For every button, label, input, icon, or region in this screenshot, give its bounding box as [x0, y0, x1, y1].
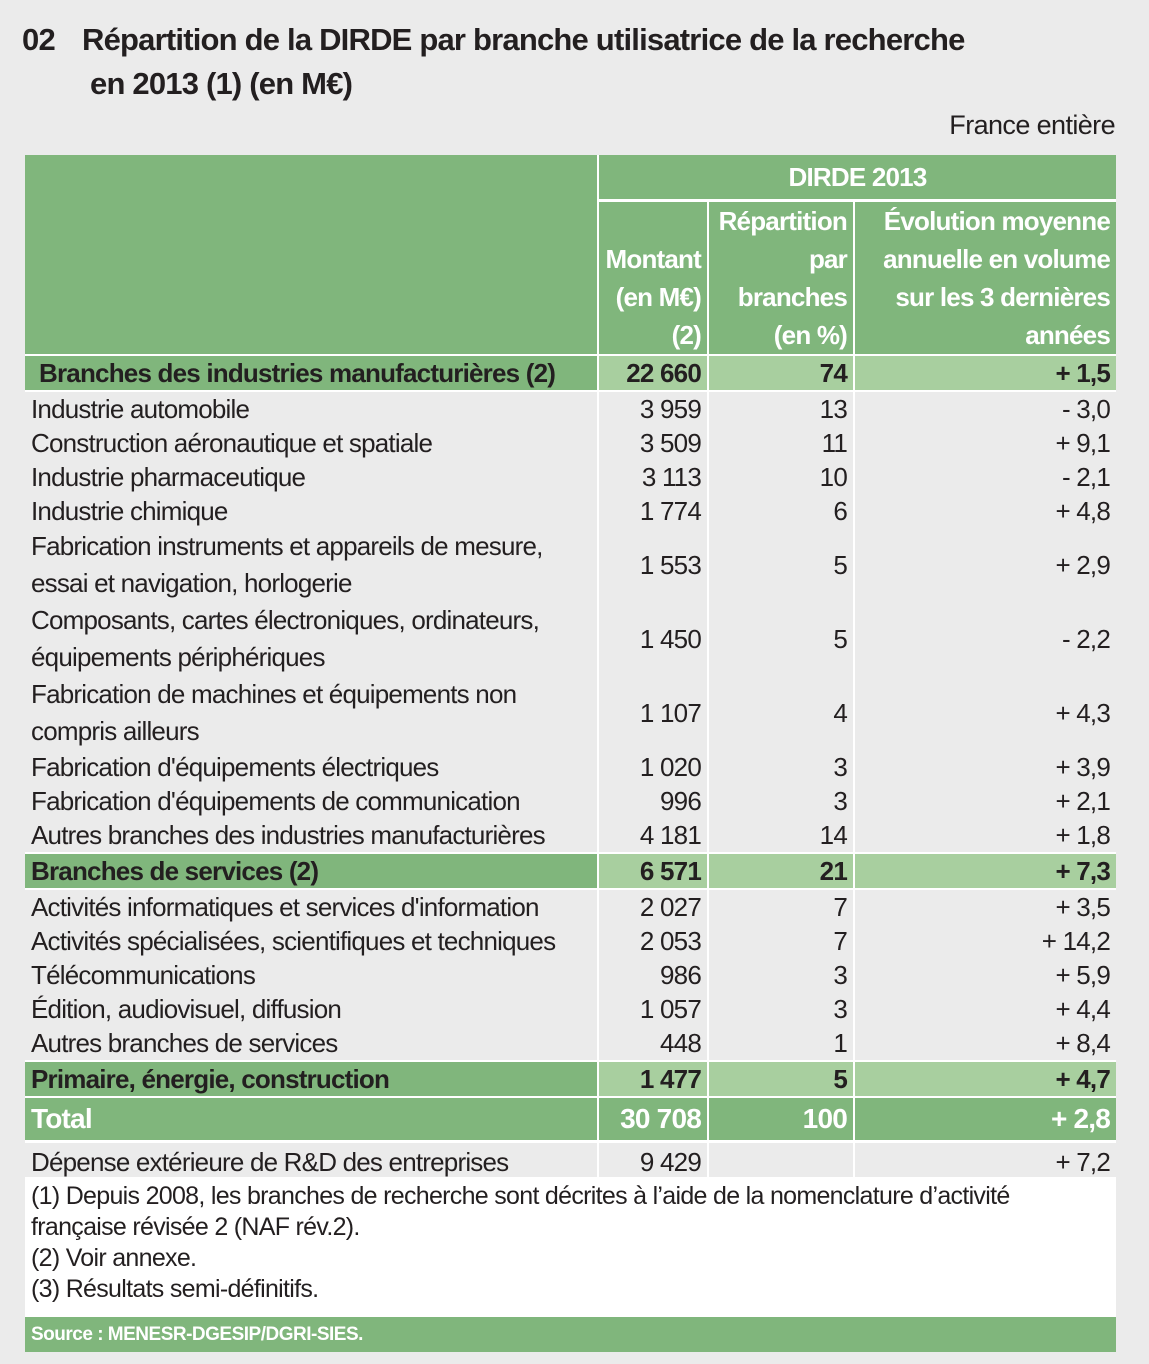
cell-evolution: + 1,8: [854, 818, 1116, 853]
header-evolution-line: années: [1025, 320, 1110, 350]
cell-repartition: 21: [708, 853, 854, 889]
row-label: Activités informatiques et services d'information: [25, 889, 598, 924]
row-label: Télécommunications: [25, 958, 598, 992]
header-empty: [25, 155, 598, 355]
cell-montant: 30 708: [598, 1097, 708, 1142]
cell-montant: 1 107: [598, 676, 708, 750]
subtotal-row: [25, 1061, 1116, 1097]
header-evolution-line: annuelle en volume: [883, 244, 1110, 274]
cell-montant: 3 113: [598, 460, 708, 494]
table-row: [25, 460, 1116, 494]
cell-evolution: + 2,9: [854, 528, 1116, 602]
cell-repartition: 10: [708, 460, 854, 494]
cell-evolution: + 4,7: [854, 1061, 1116, 1097]
cell-repartition: 74: [708, 355, 854, 391]
cell-evolution: - 2,2: [854, 602, 1116, 676]
cell-repartition: 11: [708, 426, 854, 460]
footnote: (1) Depuis 2008, les branches de recherche sont décrites à l’aide de la nomenclature d’activité française révisée 2 (NAF rév.2).: [31, 1182, 1010, 1241]
cell-evolution: + 1,5: [854, 355, 1116, 391]
cell-montant: 1 774: [598, 494, 708, 528]
cell-repartition: 1: [708, 1026, 854, 1061]
cell-evolution: + 4,4: [854, 992, 1116, 1026]
title-line-2: en 2013 (1) (en M€): [90, 66, 353, 101]
table-row: [25, 494, 1116, 528]
header-repartition-line: (en %): [773, 320, 847, 350]
table-number: 02: [22, 22, 55, 57]
cell-repartition: 13: [708, 391, 854, 426]
table-row: [25, 602, 1116, 676]
table-row: [25, 924, 1116, 958]
row-label: Activités spécialisées, scientifiques et techniques: [25, 924, 598, 958]
header-group: DIRDE 2013: [598, 155, 1116, 201]
cell-evolution: + 5,9: [854, 958, 1116, 992]
cell-evolution: + 4,8: [854, 494, 1116, 528]
cell-montant: 1 553: [598, 528, 708, 602]
header-repartition: [708, 201, 854, 356]
header-montant-line: (en M€): [615, 282, 701, 312]
cell-repartition: 4: [708, 676, 854, 750]
total-row: [25, 1097, 1116, 1142]
cell-evolution: + 2,8: [854, 1097, 1116, 1142]
cell-repartition: 6: [708, 494, 854, 528]
subtotal-row: [25, 355, 1116, 391]
table-row: [25, 750, 1116, 784]
cell-montant: 6 571: [598, 853, 708, 889]
cell-montant: 1 450: [598, 602, 708, 676]
cell-repartition: 5: [708, 528, 854, 602]
header-repartition-line: par: [808, 244, 847, 274]
cell-repartition: 7: [708, 924, 854, 958]
table-row: [25, 992, 1116, 1026]
cell-montant: 1 477: [598, 1061, 708, 1097]
row-label: Branches des industries manufacturières (2): [25, 355, 598, 391]
row-label: Fabrication d'équipements de communication: [25, 784, 598, 818]
row-label: Fabrication instruments et appareils de mesure, essai et navigation, horlogerie: [25, 528, 598, 602]
header-repartition-line: branches: [737, 282, 847, 312]
cell-montant: 1 057: [598, 992, 708, 1026]
header-evolution-line: sur les 3 dernières: [895, 282, 1110, 312]
header-montant-line: Montant: [605, 244, 701, 274]
dirde-table: [25, 155, 1116, 1181]
cell-montant: 3 959: [598, 391, 708, 426]
row-label: Branches de services (2): [25, 853, 598, 889]
header-montant-line: (2): [671, 320, 701, 350]
title-line-1: Répartition de la DIRDE par branche utilisatrice de la recherche: [82, 22, 965, 57]
row-label: Autres branches des industries manufacturières: [25, 818, 598, 853]
cell-repartition: 100: [708, 1097, 854, 1142]
cell-evolution: + 8,4: [854, 1026, 1116, 1061]
cell-evolution: + 9,1: [854, 426, 1116, 460]
table-row: [25, 889, 1116, 924]
table-row: [25, 958, 1116, 992]
cell-repartition: 3: [708, 750, 854, 784]
cell-repartition: 5: [708, 602, 854, 676]
table-row: [25, 1142, 1116, 1182]
cell-repartition: 7: [708, 889, 854, 924]
cell-montant: 2 027: [598, 889, 708, 924]
footnote: (2) Voir annexe.: [31, 1244, 197, 1272]
cell-montant: 4 181: [598, 818, 708, 853]
cell-repartition: [708, 1142, 854, 1182]
header-evolution: [854, 201, 1116, 356]
cell-evolution: + 4,3: [854, 676, 1116, 750]
table-row: [25, 1026, 1116, 1061]
header-evolution-line: Évolution moyenne: [883, 206, 1110, 236]
cell-montant: 3 509: [598, 426, 708, 460]
cell-repartition: 3: [708, 784, 854, 818]
row-label: Primaire, énergie, construction: [25, 1061, 598, 1097]
cell-repartition: 5: [708, 1061, 854, 1097]
row-label: Construction aéronautique et spatiale: [25, 426, 598, 460]
cell-montant: 448: [598, 1026, 708, 1061]
table-row: [25, 784, 1116, 818]
cell-evolution: + 7,2: [854, 1142, 1116, 1182]
cell-montant: 986: [598, 958, 708, 992]
cell-repartition: 3: [708, 958, 854, 992]
footnote: (3) Résultats semi-définitifs.: [31, 1275, 319, 1303]
row-label: Dépense extérieure de R&D des entreprises: [25, 1142, 598, 1182]
cell-evolution: - 3,0: [854, 391, 1116, 426]
cell-montant: 1 020: [598, 750, 708, 784]
scope-label: France entière: [949, 110, 1115, 140]
cell-montant: 22 660: [598, 355, 708, 391]
row-label: Industrie automobile: [25, 391, 598, 426]
row-label: Total: [25, 1097, 598, 1142]
cell-montant: 9 429: [598, 1142, 708, 1182]
table-row: [25, 391, 1116, 426]
cell-evolution: + 7,3: [854, 853, 1116, 889]
cell-evolution: + 2,1: [854, 784, 1116, 818]
table-row: [25, 426, 1116, 460]
row-label: Composants, cartes électroniques, ordinateurs, équipements périphériques: [25, 602, 598, 676]
cell-repartition: 14: [708, 818, 854, 853]
table-row: [25, 676, 1116, 750]
header-montant: [598, 201, 708, 356]
table-row: [25, 818, 1116, 853]
cell-montant: 996: [598, 784, 708, 818]
page-title: [22, 18, 965, 106]
footnotes: [25, 1177, 1116, 1323]
row-label: Fabrication de machines et équipements non compris ailleurs: [25, 676, 598, 750]
row-label: Industrie pharmaceutique: [25, 460, 598, 494]
cell-evolution: + 3,5: [854, 889, 1116, 924]
subtotal-row: [25, 853, 1116, 889]
header-repartition-line: Répartition: [718, 206, 847, 236]
cell-evolution: + 14,2: [854, 924, 1116, 958]
table-row: [25, 528, 1116, 602]
row-label: Fabrication d'équipements électriques: [25, 750, 598, 784]
row-label: Édition, audiovisuel, diffusion: [25, 992, 598, 1026]
cell-evolution: + 3,9: [854, 750, 1116, 784]
row-label: Autres branches de services: [25, 1026, 598, 1061]
cell-montant: 2 053: [598, 924, 708, 958]
source-note: Source : MENESR-DGESIP/DGRI-SIES.: [25, 1317, 1116, 1352]
cell-evolution: - 2,1: [854, 460, 1116, 494]
cell-repartition: 3: [708, 992, 854, 1026]
row-label: Industrie chimique: [25, 494, 598, 528]
